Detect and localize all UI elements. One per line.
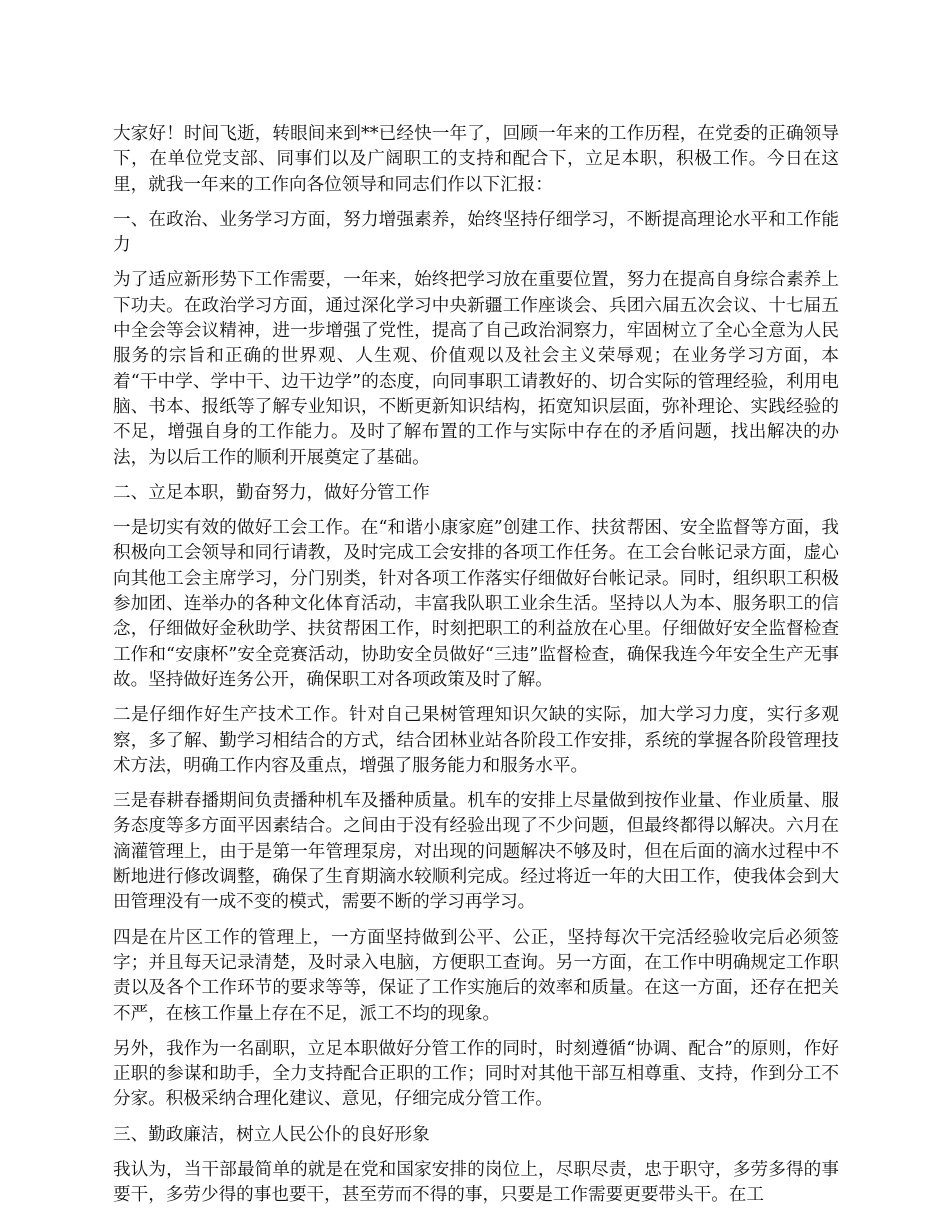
paragraph-production-tech: 二是仔细作好生产技术工作。针对自己果树管理知识欠缺的实际，加大学习力度，实行多观察，多了解、勤学习相结合的方式，结合团林业站各阶段工作安排，系统的掌握各阶段管理技术方法，明确工作内容及重点，增强了服务能力和服务水平。 xyxy=(113,705,839,776)
section-heading-2: 二、立足本职，勤奋努力，做好分管工作 xyxy=(113,482,430,503)
paragraph-integrity: 我认为，当干部最简单的就是在党和国家安排的岗位上，尽职尽责，忠于职守，多劳多得的事要干，多劳少得的事也要干，甚至劳而不得的事，只要是工作需要更要带头干。在工 xyxy=(113,1159,839,1206)
paragraph-union-work: 一是切实有效的做好工会工作。在“和谐小康家庭”创建工作、扶贫帮困、安全监督等方面，我积极向工会领导和同行请教，及时完成工会安排的各项工作任务。在工会台帐记录方面，虚心向其他工会主席学习，分门别类，针对各项工作落实仔细做好台帐记录。同时，组织职工积极参加团、连举办的各种文化体育活动，丰富我队职工业余生活。坚持以人为本、服务职工的信念，仔细做好金秋助学、扶贫帮困工作，时刻把职工的利益放在心里。仔细做好安全监督检查工作和“安康杯”安全竞赛活动，协助安全员做好“三违”监督检查，确保我连今年安全生产无事故。坚持做好连务公开，确保职工对各项政策及时了解。 xyxy=(113,518,839,690)
paragraph-deputy-role: 另外，我作为一名副职，立足本职做好分管工作的同时，时刻遵循“协调、配合”的原则，作好正职的参谋和助手，全力支持配合正职的工作；同时对其他干部互相尊重、支持，作到分工不分家。积极采纳合理化建议、意见，仔细完成分管工作。 xyxy=(113,1038,839,1110)
paragraph-area-management: 四是在片区工作的管理上，一方面坚持做到公平、公正，坚持每次干完活经验收完后必须签字；并且每天记录清楚，及时录入电脑，方便职工查询。另一方面，在工作中明确规定工作职责以及各个工作环节的要求等等，保证了工作实施后的效率和质量。在这一方面，还存在把关不严，在核工作量上存在不足，派工不均的现象。 xyxy=(113,927,839,1024)
section-heading-1: 一、在政治、业务学习方面，努力增强素养，始终坚持仔细学习，不断提高理论水平和工作能力 xyxy=(113,209,839,256)
paragraph-study: 为了适应新形势下工作需要，一年来，始终把学习放在重要位置，努力在提高自身综合素养上下功夫。在政治学习方面，通过深化学习中央新疆工作座谈会、兵团六届五次会议、十七届五中全会等会议精神，进一步增强了党性，提高了自己政治洞察力，牢固树立了全心全意为人民服务的宗旨和正确的世界观、人生观、价值观以及社会主义荣辱观；在业务学习方面，本着“干中学、学中干、边干边学”的态度，向同事职工请教好的、切合实际的管理经验，利用电脑、书本、报纸等了解专业知识，不断更新知识结构，拓宽知识层面，弥补理论、实践经验的不足，增强自身的工作能力。及时了解布置的工作与实际中存在的矛盾问题，找出解决的办法，为以后工作的顺利开展奠定了基础。 xyxy=(113,270,839,468)
document-body xyxy=(113,122,839,1219)
paragraph-greeting: 大家好！时间飞逝，转眼间来到**已经快一年了，回顾一年来的工作历程，在党委的正确领导下，在单位党支部、同事们以及广阔职工的支持和配合下，立足本职，积极工作。今日在这里，就我一年来的工作向各位领导和同志们作以下汇报： xyxy=(113,124,839,195)
paragraph-spring-sowing: 三是春耕春播期间负责播种机车及播种质量。机车的安排上尽量做到按作业量、作业质量、服务态度等多方面平因素结合。之间由于没有经验出现了不少问题，但最终都得以解决。六月在滴灌管理上，由于是第一年管理泵房，对出现的问题解决不够及时，但在后面的滴水过程中不断地进行修改调整，确保了生育期滴水较顺利完成。经过将近一年的大田工作，使我体会到大田管理没有一成不变的模式，需要不断的学习再学习。 xyxy=(113,791,839,913)
section-heading-3: 三、勤政廉洁，树立人民公仆的良好形象 xyxy=(113,1124,430,1145)
